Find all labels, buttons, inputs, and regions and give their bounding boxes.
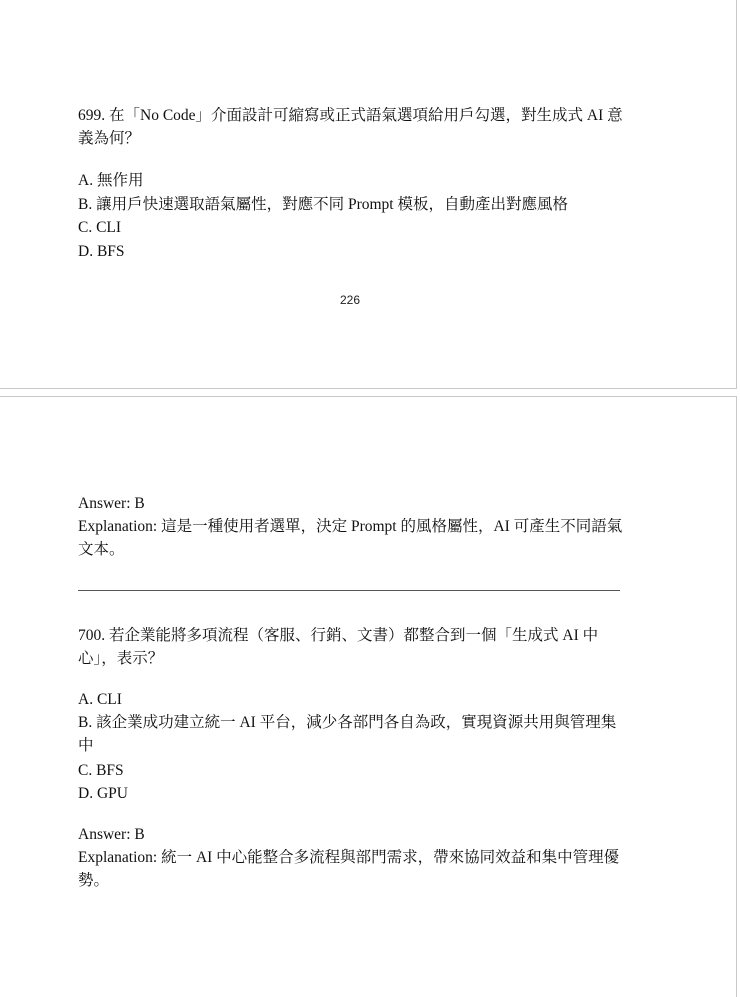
q700-answer: Answer: B [78, 826, 145, 843]
q700-explanation: Explanation: 統一 AI 中心能整合多流程與部門需求，帶來協同效益和集中管理優勢。 [78, 849, 620, 889]
question-divider [78, 590, 620, 591]
q699-explanation: Explanation: 這是一種使用者選單，決定 Prompt 的風格屬性，AI 可產生不同語氣文本。 [78, 518, 623, 558]
q699-option-d: D. BFS [78, 243, 125, 260]
question-699-text: 699. 在「No Code」介面設計可縮寫或正式語氣選項給用戶勾選，對生成式 AI 意義為何？ [78, 107, 623, 147]
q699-option-b: B. 讓用戶快速選取語氣屬性，對應不同 Prompt 模板，自動產出對應風格 [78, 196, 568, 213]
q700-option-a: A. CLI [78, 691, 122, 708]
q700-option-b: B. 該企業成功建立統一 AI 平台，減少各部門各自為政，實現資源共用與管理集中 [78, 714, 617, 754]
q700-option-c: C. BFS [78, 762, 124, 779]
q699-option-c: C. CLI [78, 219, 122, 236]
question-700-text: 700. 若企業能將多項流程（客服、行銷、文書）都整合到一個「生成式 AI 中心」，表示？ [78, 627, 599, 667]
q699-answer: Answer: B [78, 495, 145, 512]
q700-option-d: D. GPU [78, 785, 128, 802]
q699-option-a: A. 無作用 [78, 172, 144, 189]
page-number: 226 [339, 293, 361, 307]
